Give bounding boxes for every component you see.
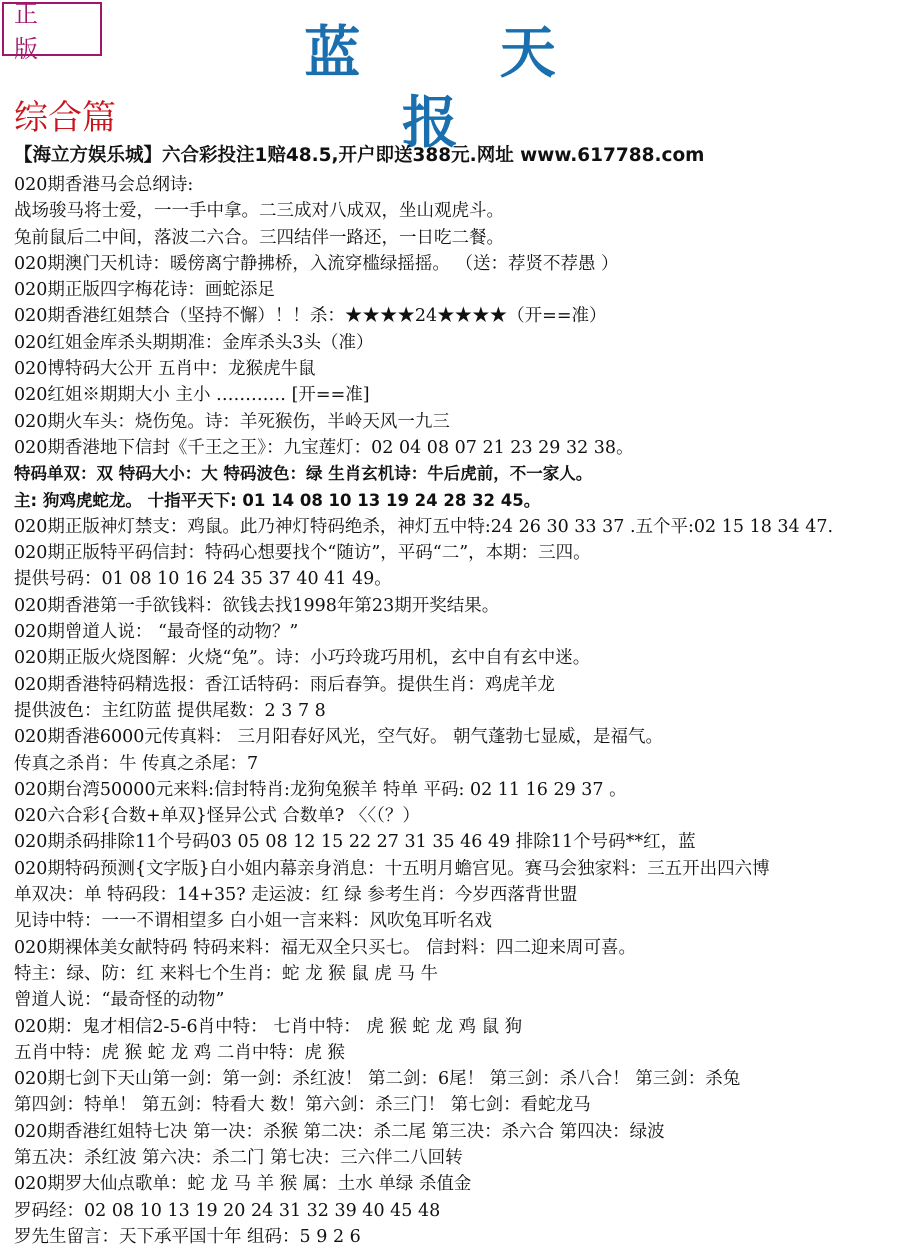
ad-banner: 【海立方娱乐城】六合彩投注1赔48.5,开户即送388元.网址 www.617788.com <box>14 145 705 166</box>
text-line: 020六合彩{合数+单双}怪异公式 合数单? 〈〈（？） <box>14 806 420 827</box>
text-line: 020期香港地下信封《千王之王》：九宝莲灯：02 04 08 07 21 23 29 32 38。 <box>14 437 634 458</box>
text-line: 020期杀码排除11个号码03 05 08 12 15 22 27 31 35 46 49 排除11个号码**红，蓝 <box>14 832 696 853</box>
text-line: 020期曾道人说： “最奇怪的动物？” <box>14 622 299 643</box>
text-line: 020期香港第一手欲钱料：欲钱去找1998年第23期开奖结果。 <box>14 595 500 616</box>
text-line: 第五决：杀红波 第六决：杀二门 第七决：三六伴二八回转 <box>14 1147 463 1168</box>
text-line: 特主：绿、防：红 来料七个生肖：蛇 龙 猴 鼠 虎 马 牛 <box>14 963 438 984</box>
page-title: 蓝 天 报 <box>304 20 616 156</box>
text-line: 特码单双：双 特码大小：大 特码波色：绿 生肖玄机诗：牛后虎前，不一家人。 <box>14 464 593 484</box>
text-line: 020期香港红姐特七决 第一决：杀猴 第二决：杀二尾 第三决：杀六合 第四决：绿波 <box>14 1121 665 1142</box>
text-line: 单双决：单 特码段：14+35? 走运波：红 绿 参考生肖：今岁西落背世盟 <box>14 885 578 906</box>
text-line: 020期香港特码精选报：香江话特码：雨后春笋。提供生肖：鸡虎羊龙 <box>14 674 555 695</box>
text-line: 提供号码：01 08 10 16 24 35 37 40 41 49。 <box>14 569 392 590</box>
text-line: 020博特码大公开 五肖中：龙猴虎牛鼠 <box>14 359 316 380</box>
text-line: 传真之杀肖：牛 传真之杀尾：7 <box>14 753 259 774</box>
text-line: 020期正版四字梅花诗：画蛇添足 <box>14 280 275 301</box>
text-line: 020期正版火烧图解：火烧“兔”。诗：小巧玲珑巧用机，玄中自有玄中迷。 <box>14 648 591 669</box>
text-line: 020期七剑下天山第一剑：第一剑：杀红波！ 第二剑：6尾！ 第三剑：杀八合！ 第三剑：杀兔 <box>14 1069 741 1090</box>
content-lines <box>14 172 898 1250</box>
text-line: 020期火车头：烧伤兔。诗：羊死猴伤，半岭天风一九三 <box>14 411 450 432</box>
text-line: 020期特码预测{文字版}白小姐内幕亲身消息：十五明月蟾宫见。赛马会独家料：三五开出四六博 <box>14 858 770 879</box>
text-line: 主: 狗鸡虎蛇龙。 十指平天下: 01 14 08 10 13 19 24 28 32 45。 <box>14 490 541 510</box>
text-line: 020期香港马会总纲诗: <box>14 175 194 195</box>
text-line: 020红姐※期期大小 主小 ………… [开==准] <box>14 385 370 406</box>
text-line: 战场骏马将士爱，一一手中拿。二三成对八成双，坐山观虎斗。 <box>14 201 504 222</box>
text-line: 兔前鼠后二中间，落波二六合。三四结伴一路还，一日吃二餐。 <box>14 227 504 248</box>
text-line: 020期罗大仙点歌单：蛇 龙 马 羊 猴 属：土水 单绿 杀值金 <box>14 1174 472 1195</box>
text-line: 020红姐金库杀头期期准：金库杀头3头（准） <box>14 332 374 353</box>
text-line: 罗先生留言：天下承平国十年 组码：5 9 2 6 <box>14 1226 361 1247</box>
text-line: 020期香港红姐禁合（坚持不懈）！！杀：★★★★24★★★★（开==准） <box>14 306 607 327</box>
text-line: 五肖中特：虎 猴 蛇 龙 鸡 二肖中特：虎 猴 <box>14 1042 345 1063</box>
text-line: 020期正版神灯禁支：鸡鼠。此乃神灯特码绝杀，神灯五中特:24 26 30 33 37 .五个平:02 15 18 34 47. <box>14 516 834 537</box>
text-line: 曾道人说：“最奇怪的动物” <box>14 990 225 1011</box>
text-line: 020期裸体美女献特码 特码来料：福无双全只买七。 信封料：四二迎来周可喜。 <box>14 937 637 958</box>
text-line: 020期澳门天机诗：暖傍离宁静拂桥，入流穿槛绿摇摇。 （送：荐贤不荐愚 ） <box>14 253 619 274</box>
text-line: 见诗中特：一一不谓相望多 白小姐一言来料：风吹兔耳听名戏 <box>14 911 493 932</box>
section-heading: 综合篇 <box>14 98 116 138</box>
text-line: 第四剑：特单！ 第五剑：特看大 数！第六剑：杀三门！ 第七剑：看蛇龙马 <box>14 1095 591 1116</box>
text-line: 020期：鬼才相信2-5-6肖中特： 七肖中特： 虎 猴 蛇 龙 鸡 鼠 狗 <box>14 1016 523 1037</box>
text-line: 020期香港6000元传真料： 三月阳春好风光，空气好。 朝气蓬勃七显威，是福气。 <box>14 727 664 748</box>
text-line: 提供波色：主红防蓝 提供尾数：2 3 7 8 <box>14 700 326 721</box>
edition-badge: 正 版 <box>2 2 102 56</box>
text-line: 020期正版特平码信封：特码心想要找个“随访”，平码“二”，本期：三四。 <box>14 543 591 564</box>
text-line: 罗码经：02 08 10 13 19 20 24 31 32 39 40 45 48 <box>14 1200 441 1221</box>
text-line: 020期台湾50000元来料:信封特肖:龙狗兔猴羊 特单 平码: 02 11 16 29 37 。 <box>14 779 627 800</box>
